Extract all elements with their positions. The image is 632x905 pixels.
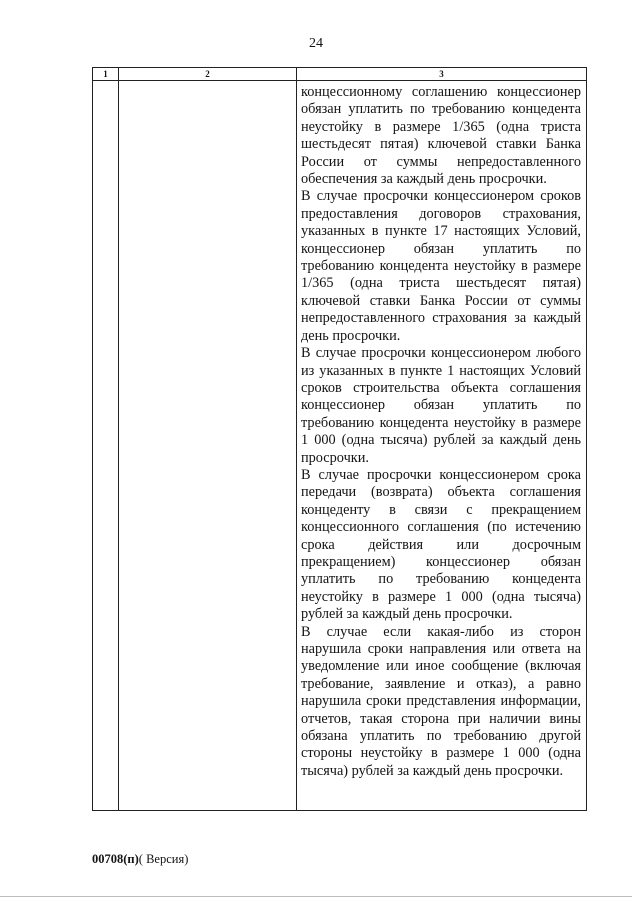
document-code: 00708(п): [92, 852, 139, 866]
cell-col2: [119, 81, 297, 811]
cell-col3: [297, 81, 587, 811]
cell-col1: [93, 81, 119, 811]
column-header-1: 1: [93, 68, 119, 81]
column-header-2: 2: [119, 68, 297, 81]
paragraph-security-penalty: концессионному соглашению концессионер обязан уплатить по требованию концедента неустойку в размере 1/365 (одна триста шестьдесят пятая) ключевой ставки Банка России от суммы непредоставленного обеспечения за каждый день просрочки.: [301, 84, 581, 188]
table-row: [93, 81, 587, 811]
document-footer: [92, 852, 188, 867]
page-number: 24: [309, 36, 323, 51]
paragraph-notice-penalty: В случае если какая-либо из сторон нарушила сроки направления или ответа на уведомление или иное сообщение (включая требование, заявление и отказ), а равно нарушила сроки представления информации, отчетов, такая сторона при наличии вины обязана уплатить по требованию другой стороны неустойку в размере 1 000 (одна тысяча) рублей за каждый день просрочки.: [301, 623, 581, 779]
paragraph-transfer-penalty: В случае просрочки концессионером срока передачи (возврата) объекта соглашения концеденту в связи с прекращением концессионного соглашения (по истечению срока действия или досрочным прекращением) концессионер обязан уплатить по требованию концедента неустойку в размере 1 000 (одна тысяча) рублей за каждый день просрочки.: [301, 466, 581, 623]
content-table: [92, 67, 587, 811]
table-header-row: [93, 68, 587, 81]
paragraph-construction-penalty: В случае просрочки концессионером любого из указанных в пункте 1 настоящих Условий сроков строительства объекта соглашения концессионер обязан уплатить по требованию концедента неустойку в размере 1 000 (одна тысяча) рублей за каждый день просрочки.: [301, 345, 581, 466]
page-edge-line: [0, 896, 632, 897]
paragraph-insurance-penalty: В случае просрочки концессионером сроков предоставления договоров страхования, указанных в пункте 17 настоящих Условий, концессионер обязан уплатить по требованию концедента неустойку в размере 1/365 (одна триста шестьдесят пятая) ключевой ставки Банка России от суммы непредоставленного страхования за каждый день просрочки.: [301, 188, 581, 344]
document-version: ( Версия): [138, 852, 189, 866]
column-header-3: 3: [297, 68, 587, 81]
